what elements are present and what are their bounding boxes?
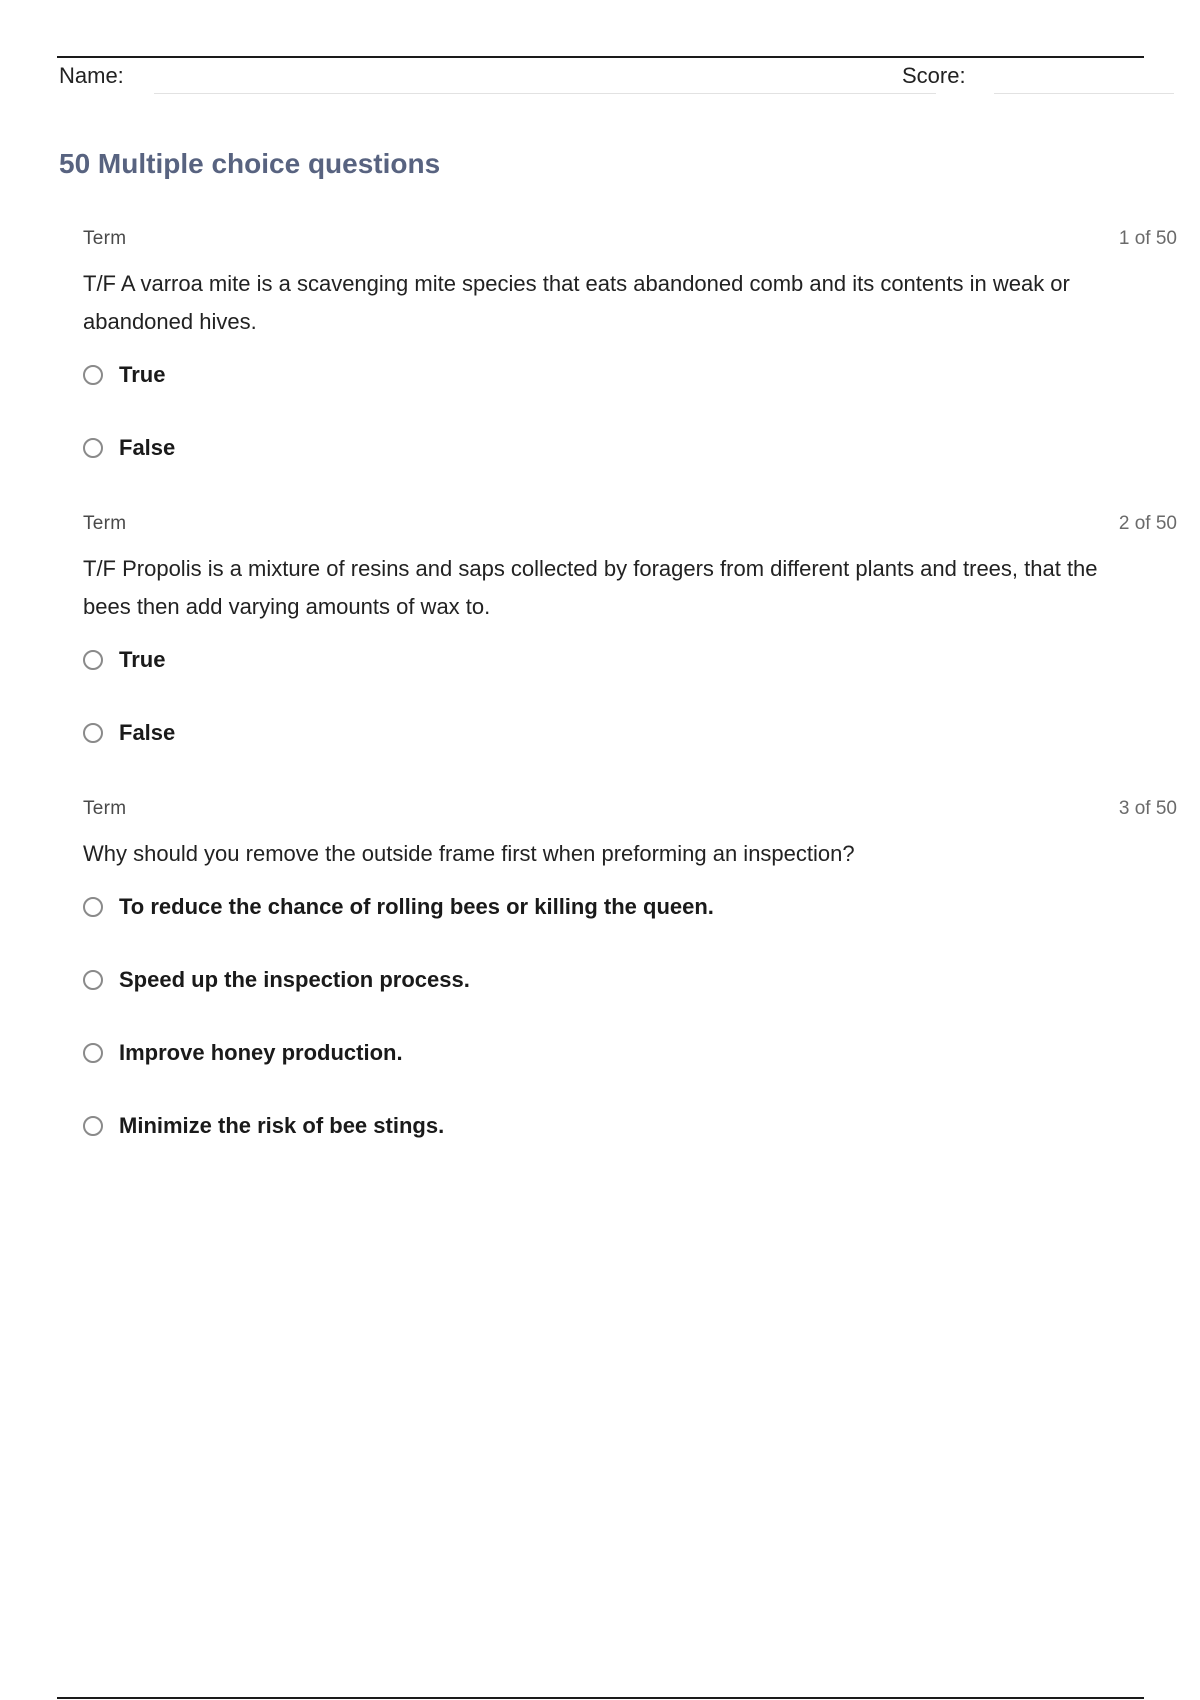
question-counter: 2 of 50: [1118, 513, 1177, 534]
question-2: [83, 513, 1177, 792]
section-title: 50 Multiple choice questions: [59, 148, 441, 179]
question-counter: 3 of 50: [1118, 798, 1177, 819]
header-row: [59, 60, 1177, 96]
answer-option[interactable]: [83, 893, 1177, 966]
answer-options: [83, 361, 1177, 507]
term-label: Term: [83, 798, 127, 819]
answer-option[interactable]: [83, 719, 1177, 792]
radio-button-icon[interactable]: [83, 650, 103, 670]
option-label: Improve honey production.: [119, 1040, 403, 1065]
answer-option[interactable]: [83, 361, 1177, 434]
radio-button-icon[interactable]: [83, 970, 103, 990]
question-1: [83, 228, 1177, 507]
answer-option[interactable]: [83, 646, 1177, 719]
bottom-divider: [57, 1697, 1144, 1699]
question-3: [83, 798, 1177, 1185]
answer-option[interactable]: [83, 1039, 1177, 1112]
score-field[interactable]: [994, 93, 1174, 94]
radio-button-icon[interactable]: [83, 897, 103, 917]
top-divider: [57, 56, 1144, 58]
radio-button-icon[interactable]: [83, 723, 103, 743]
answer-option[interactable]: [83, 966, 1177, 1039]
question-header: [83, 513, 1177, 539]
option-label: True: [119, 362, 166, 387]
score-label: Score:: [902, 63, 966, 88]
option-label: False: [119, 720, 176, 745]
option-label: False: [119, 435, 176, 460]
question-text: T/F Propolis is a mixture of resins and saps collected by foragers from different plants and trees, that the bees then add varying amounts of wax to.: [83, 556, 1098, 619]
question-header: [83, 228, 1177, 254]
term-label: Term: [83, 513, 127, 534]
radio-button-icon[interactable]: [83, 1043, 103, 1063]
question-text: T/F A varroa mite is a scavenging mite species that eats abandoned comb and its contents in weak or abandoned hives.: [83, 271, 1070, 334]
question-header: [83, 798, 1177, 824]
option-label: True: [119, 647, 166, 672]
name-label: Name:: [59, 63, 124, 88]
option-label: Speed up the inspection process.: [119, 967, 470, 992]
radio-button-icon[interactable]: [83, 1116, 103, 1136]
answer-option[interactable]: [83, 434, 1177, 507]
option-label: To reduce the chance of rolling bees or killing the queen.: [119, 894, 714, 919]
option-label: Minimize the risk of bee stings.: [119, 1113, 445, 1138]
term-label: Term: [83, 228, 127, 249]
question-counter: 1 of 50: [1118, 228, 1177, 249]
question-text: Why should you remove the outside frame first when preforming an inspection?: [83, 841, 855, 866]
answer-option[interactable]: [83, 1112, 1177, 1185]
answer-options: [83, 893, 1177, 1185]
radio-button-icon[interactable]: [83, 365, 103, 385]
name-field[interactable]: [154, 93, 936, 94]
radio-button-icon[interactable]: [83, 438, 103, 458]
answer-options: [83, 646, 1177, 792]
